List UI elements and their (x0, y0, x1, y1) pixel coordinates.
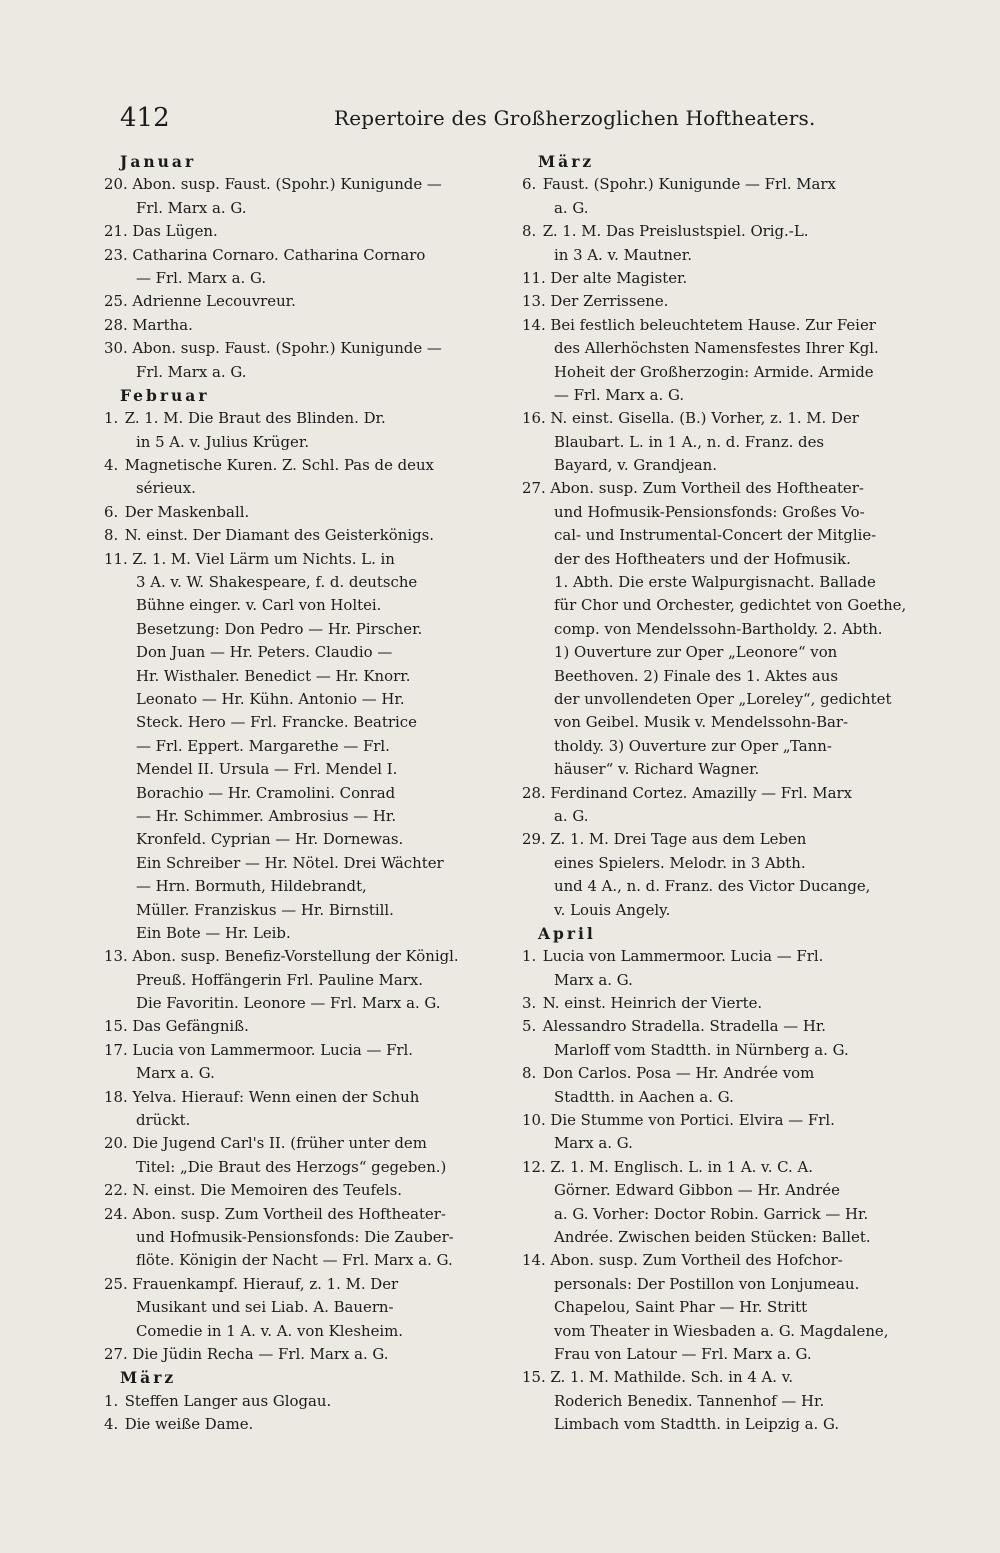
entry-day: 10. (522, 1111, 546, 1130)
entry-line: des Allerhöchsten Namensfestes Ihrer Kgl. (554, 339, 879, 358)
entry-line: und Hofmusik-Pensionsfonds: Die Zauber- (136, 1227, 454, 1246)
entry-line: und Hofmusik-Pensionsfonds: Großes Vo- (554, 502, 865, 521)
entry-line: — Frl. Eppert. Margarethe — Frl. (136, 736, 390, 755)
entry-line: der des Hoftheaters und der Hofmusik. (554, 549, 851, 568)
entry-line: Der alte Magister. (550, 268, 688, 287)
entry-line: Ein Schreiber — Hr. Nötel. Drei Wächter (136, 853, 444, 872)
performance-entry: 1. Steffen Langer aus Glogau. (104, 1391, 332, 1410)
entry-line: Z. 1. M. Das Preislustspiel. Orig.-L. (542, 222, 809, 241)
entry-line: Don Carlos. Posa — Hr. Andrée vom (542, 1064, 815, 1083)
entry-line: Leonato — Hr. Kühn. Antonio — Hr. (136, 689, 405, 708)
performance-entry: 1. Z. 1. M. Die Braut des Blinden. Dr. in 5 A. v. Julius Krüger. (104, 409, 386, 451)
entry-line: Frauenkampf. Hierauf, z. 1. M. Der (132, 1274, 399, 1293)
month-heading: Februar (120, 385, 210, 405)
entry-line: Martha. (132, 315, 193, 334)
entry-line: Abon. susp. Zum Vortheil des Hofchor- (550, 1251, 843, 1270)
entry-line: Frl. Marx a. G. (136, 198, 247, 217)
entry-line: a. G. (554, 806, 589, 825)
entry-line: Z. 1. M. Mathilde. Sch. in 4 A. v. (550, 1368, 794, 1387)
entry-line: eines Spielers. Melodr. in 3 Abth. (554, 853, 806, 872)
performance-entry (104, 220, 505, 243)
entry-line: 1. Abth. Die erste Walpurgisnacht. Ballade (554, 573, 876, 592)
entry-line: Marloff vom Stadtth. in Nürnberg a. G. (554, 1040, 849, 1059)
entry-day: 22. (104, 1181, 128, 1200)
entry-line: Don Juan — Hr. Peters. Claudio — (136, 643, 393, 662)
entry-line: a. G. (554, 198, 589, 217)
entry-line: Die Favoritin. Leonore — Frl. Marx a. G. (136, 994, 441, 1013)
entry-line: comp. von Mendelssohn-Bartholdy. 2. Abth. (554, 619, 883, 638)
entry-line: Abon. susp. Zum Vortheil des Hoftheater- (550, 479, 864, 498)
entry-line: Preuß. Hoffängerin Frl. Pauline Marx. (136, 970, 424, 989)
performance-entry (104, 244, 505, 291)
entry-line: Die Jugend Carl's II. (früher unter dem (132, 1134, 427, 1153)
entry-line: Faust. (Spohr.) Kunigunde — Frl. Marx (542, 175, 836, 194)
entry-line: cal- und Instrumental-Concert der Mitglie- (554, 526, 877, 545)
performance-entry (522, 782, 923, 829)
entry-line: Müller. Franziskus — Hr. Birnstill. (136, 900, 394, 919)
entry-line: der unvollendeten Oper „Loreley“, gedichtet (554, 689, 892, 708)
entry-line: Blaubart. L. in 1 A., n. d. Franz. des (554, 432, 825, 451)
entry-line: Das Lügen. (132, 222, 218, 241)
entry-line: N. einst. Die Memoiren des Teufels. (132, 1181, 402, 1200)
performance-entry: 8. Don Carlos. Posa — Hr. Andrée vom Stadtth. in Aachen a. G. (522, 1064, 815, 1106)
entry-day: 23. (104, 245, 128, 264)
entry-day: 20. (104, 175, 128, 194)
running-title: Repertoire des Großherzoglichen Hoftheaters. (334, 106, 816, 130)
performance-entry (522, 1109, 923, 1156)
performance-entry: 1. Lucia von Lammermoor. Lucia — Frl. Marx a. G. (522, 947, 824, 989)
entry-line: N. einst. Heinrich der Vierte. (542, 994, 763, 1013)
month-heading: April (538, 923, 596, 943)
entry-day: 11. (104, 549, 128, 568)
performance-entry (104, 1086, 505, 1133)
entry-line: Abon. susp. Faust. (Spohr.) Kunigunde — (132, 339, 442, 358)
entry-line: Görner. Edward Gibbon — Hr. Andrée (554, 1181, 840, 1200)
entry-line: Abon. susp. Zum Vortheil des Hoftheater- (132, 1204, 446, 1223)
entry-line: Musikant und sei Liab. A. Bauern- (136, 1298, 394, 1317)
entry-line: vom Theater in Wiesbaden a. G. Magdalene, (554, 1321, 889, 1340)
entry-line: flöte. Königin der Nacht — Frl. Marx a. G. (136, 1251, 453, 1270)
month-heading: Januar (120, 152, 197, 171)
entry-day: 16. (522, 409, 546, 428)
entry-line: Stadtth. in Aachen a. G. (554, 1087, 734, 1106)
entry-day: 11. (522, 268, 546, 287)
entry-line: 3 A. v. W. Shakespeare, f. d. deutsche (136, 573, 418, 592)
performance-entry: 5. Alessandro Stradella. Stradella — Hr. Marloff vom Stadtth. in Nürnberg a. G. (522, 1017, 849, 1059)
entry-line: Lucia von Lammermoor. Lucia — Frl. (132, 1040, 414, 1059)
entry-line: Abon. susp. Benefiz-Vorstellung der Königl. (132, 947, 459, 966)
entry-line: Limbach vom Stadtth. in Leipzig a. G. (554, 1415, 840, 1434)
entry-day: 18. (104, 1087, 128, 1106)
performance-entry: 4. Magnetische Kuren. Z. Schl. Pas de deux sérieux. (104, 456, 434, 498)
entry-line: Alessandro Stradella. Stradella — Hr. (542, 1017, 827, 1036)
entry-day: 21. (104, 222, 128, 241)
entry-line: Z. 1. M. Die Braut des Blinden. Dr. (124, 409, 386, 428)
entry-line: Das Gefängniß. (132, 1017, 249, 1036)
entry-day: 15. (522, 1368, 546, 1387)
entry-line: Mendel II. Ursula — Frl. Mendel I. (136, 760, 398, 779)
entry-line: — Frl. Marx a. G. (554, 385, 685, 404)
entry-line: Andrée. Zwischen beiden Stücken: Ballet. (554, 1227, 871, 1246)
entry-line: Adrienne Lecouvreur. (132, 292, 296, 311)
entry-line: Der Zerrissene. (550, 292, 669, 311)
performance-entry (104, 337, 505, 384)
entry-line: Die Stumme von Portici. Elvira — Frl. (550, 1111, 835, 1130)
entry-line: Ein Bote — Hr. Leib. (136, 923, 291, 942)
entry-day: 14. (522, 315, 546, 334)
performance-entry (104, 1203, 505, 1273)
entry-line: in 5 A. v. Julius Krüger. (136, 432, 310, 451)
entry-day: 30. (104, 339, 128, 358)
entry-line: und 4 A., n. d. Franz. des Victor Ducange, (554, 877, 871, 896)
performance-entry (104, 1179, 505, 1202)
performance-entry: 6. Der Maskenball. (104, 502, 250, 521)
right-column (522, 150, 923, 1436)
entry-line: sérieux. (136, 479, 196, 498)
performance-entry: 8. Z. 1. M. Das Preislustspiel. Orig.-L. in 3 A. v. Mautner. (522, 222, 809, 264)
page-header (120, 98, 900, 142)
entry-line: v. Louis Angely. (554, 900, 671, 919)
performance-entry (522, 407, 923, 477)
performance-entry (104, 1039, 505, 1086)
entry-line: Steck. Hero — Frl. Francke. Beatrice (136, 713, 417, 732)
entry-line: Der Maskenball. (124, 502, 250, 521)
entry-day: 29. (522, 830, 546, 849)
entry-day: 28. (104, 315, 128, 334)
page-number: 412 (120, 103, 170, 133)
entry-day: 13. (104, 947, 128, 966)
entry-line: N. einst. Der Diamant des Geisterkönigs. (124, 526, 435, 545)
entry-line: Marx a. G. (554, 1134, 633, 1153)
entry-line: Frl. Marx a. G. (136, 362, 247, 381)
entry-line: Catharina Cornaro. Catharina Cornaro (132, 245, 426, 264)
month-heading: März (538, 152, 595, 171)
left-column (104, 150, 505, 1436)
entry-line: Roderich Benedix. Tannenhof — Hr. (554, 1391, 825, 1410)
performance-entry (104, 1132, 505, 1179)
entry-line: Borachio — Hr. Cramolini. Conrad (136, 783, 396, 802)
performance-entry (522, 477, 923, 781)
entry-day: 27. (104, 1344, 128, 1363)
entry-day: 24. (104, 1204, 128, 1223)
entry-line: tholdy. 3) Ouverture zur Oper „Tann- (554, 736, 832, 755)
entry-day: 28. (522, 783, 546, 802)
performance-entry (522, 290, 923, 313)
entry-line: Steffen Langer aus Glogau. (124, 1391, 332, 1410)
entry-line: von Geibel. Musik v. Mendelssohn-Bar- (554, 713, 849, 732)
performance-entry: 6. Faust. (Spohr.) Kunigunde — Frl. Marx a. G. (522, 175, 836, 217)
entry-line: a. G. Vorher: Doctor Robin. Garrick — Hr. (554, 1204, 869, 1223)
entry-line: Frau von Latour — Frl. Marx a. G. (554, 1344, 812, 1363)
entry-day: 17. (104, 1040, 128, 1059)
performance-entry (522, 267, 923, 290)
entry-day: 25. (104, 292, 128, 311)
performance-entry (522, 314, 923, 408)
performance-entry (104, 314, 505, 337)
entry-day: 12. (522, 1157, 546, 1176)
entry-line: Kronfeld. Cyprian — Hr. Dornewas. (136, 830, 404, 849)
entry-line: drückt. (136, 1111, 191, 1130)
entry-day: 14. (522, 1251, 546, 1270)
entry-line: Chapelou, Saint Phar — Hr. Stritt (554, 1298, 808, 1317)
performance-entry: 8. N. einst. Der Diamant des Geisterkönigs. (104, 526, 435, 545)
entry-line: in 3 A. v. Mautner. (554, 245, 692, 264)
entry-line: Bei festlich beleuchtetem Hause. Zur Feier (550, 315, 876, 334)
performance-entry (104, 173, 505, 220)
entry-day: 27. (522, 479, 546, 498)
performance-entry: 3. N. einst. Heinrich der Vierte. (522, 994, 763, 1013)
entry-line: Die Jüdin Recha — Frl. Marx a. G. (132, 1344, 389, 1363)
entry-line: Ferdinand Cortez. Amazilly — Frl. Marx (550, 783, 853, 802)
performance-entry (522, 1249, 923, 1366)
performance-entry (104, 1273, 505, 1343)
entry-line: Hr. Wisthaler. Benedict — Hr. Knorr. (136, 666, 411, 685)
entry-line: Die weiße Dame. (124, 1415, 254, 1434)
performance-entry (522, 1156, 923, 1250)
entry-day: 15. (104, 1017, 128, 1036)
entry-line: für Chor und Orchester, gedichtet von Goethe, (554, 596, 907, 615)
performance-entry (104, 945, 505, 1015)
entry-line: — Hr. Schimmer. Ambrosius — Hr. (136, 806, 397, 825)
entry-day: 25. (104, 1274, 128, 1293)
entry-line: — Hrn. Bormuth, Hildebrandt, (136, 877, 367, 896)
entry-line: Titel: „Die Braut des Herzogs“ gegeben.) (136, 1157, 447, 1176)
performance-entry (104, 1343, 505, 1366)
entry-line: 1) Ouverture zur Oper „Leonore“ von (554, 643, 838, 662)
entry-line: Magnetische Kuren. Z. Schl. Pas de deux (124, 456, 434, 475)
entry-day: 13. (522, 292, 546, 311)
entry-line: Z. 1. M. Englisch. L. in 1 A. v. C. A. (550, 1157, 813, 1176)
entry-line: Besetzung: Don Pedro — Hr. Pirscher. (136, 619, 423, 638)
entry-line: Bayard, v. Grandjean. (554, 456, 717, 475)
entry-line: Marx a. G. (554, 970, 633, 989)
performance-entry (104, 290, 505, 313)
entry-line: häuser“ v. Richard Wagner. (554, 760, 760, 779)
entry-line: Z. 1. M. Drei Tage aus dem Leben (550, 830, 807, 849)
performance-entry (522, 828, 923, 922)
entry-line: — Frl. Marx a. G. (136, 268, 267, 287)
entry-line: Marx a. G. (136, 1064, 215, 1083)
entry-line: Z. 1. M. Viel Lärm um Nichts. L. in (132, 549, 395, 568)
entry-line: Bühne einger. v. Carl von Holtei. (136, 596, 382, 615)
entry-line: Hoheit der Großherzogin: Armide. Armide (554, 362, 874, 381)
month-heading: März (120, 1368, 177, 1388)
performance-entry (104, 1015, 505, 1038)
entry-line: Beethoven. 2) Finale des 1. Aktes aus (554, 666, 838, 685)
entry-line: Yelva. Hierauf: Wenn einen der Schuh (132, 1087, 420, 1106)
entry-line: Comedie in 1 A. v. A. von Klesheim. (136, 1321, 404, 1340)
performance-entry: 4. Die weiße Dame. (104, 1415, 254, 1434)
entry-line: personals: Der Postillon von Lonjumeau. (554, 1274, 860, 1293)
entry-line: Abon. susp. Faust. (Spohr.) Kunigunde — (132, 175, 442, 194)
entry-day: 20. (104, 1134, 128, 1153)
performance-entry (104, 548, 505, 946)
entry-line: Lucia von Lammermoor. Lucia — Frl. (542, 947, 824, 966)
performance-entry (522, 1366, 923, 1436)
entry-line: N. einst. Gisella. (B.) Vorher, z. 1. M. Der (550, 409, 859, 428)
